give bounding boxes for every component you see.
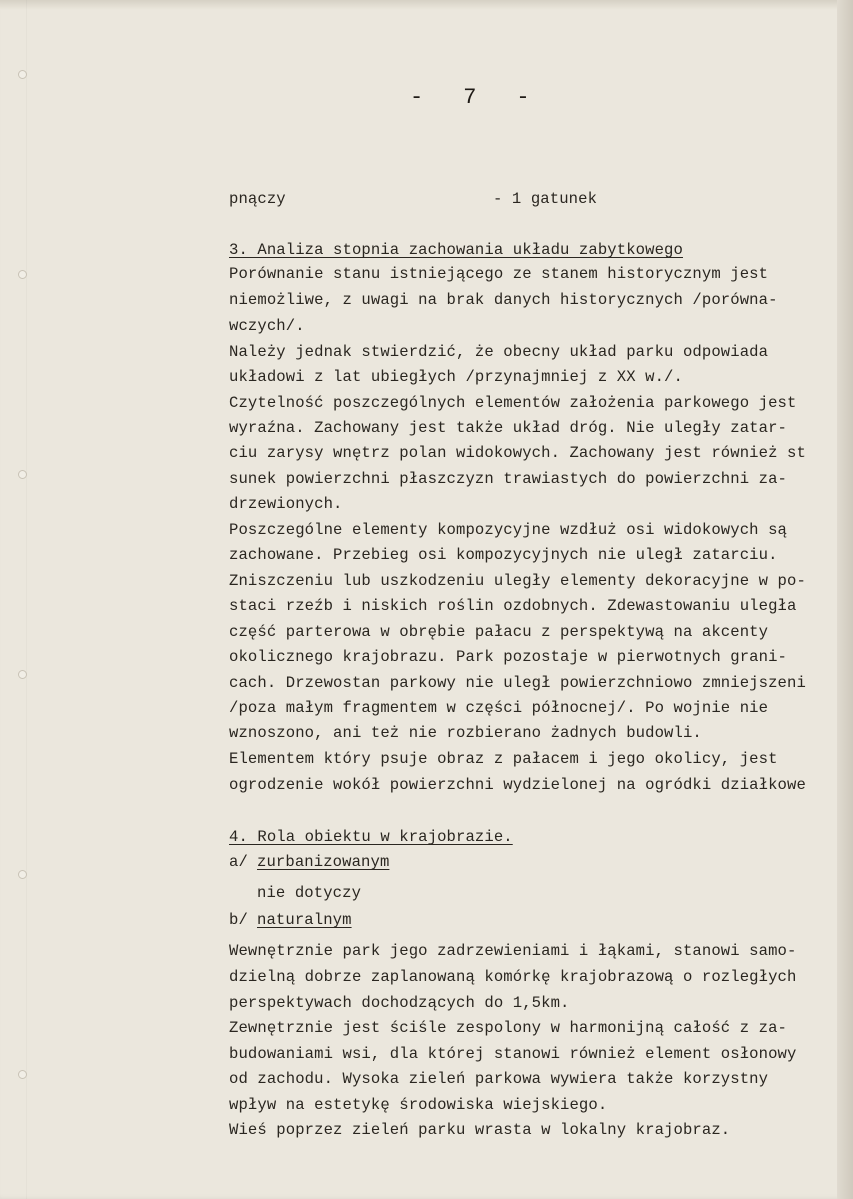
subsection-a-title: zurbanizowanym	[257, 853, 390, 871]
page-top-shadow	[0, 0, 853, 10]
section-4-heading: 4. Rola obiektu w krajobrazie.	[229, 828, 513, 846]
text-line: wyraźna. Zachowany jest także układ dróg. Nie uległy zatar-	[229, 419, 788, 437]
list-item-name: pnączy	[229, 190, 286, 208]
punch-hole	[18, 470, 27, 479]
text-line: Czytelność poszczególnych elementów założenia parkowego jest	[229, 394, 797, 412]
subsection-a-value: nie dotyczy	[257, 884, 362, 902]
text-line: Poszczególne elementy kompozycyjne wzdłuż osi widokowych są	[229, 521, 788, 539]
text-line: staci rzeźb i niskich roślin ozdobnych. Zdewastowaniu uległa	[229, 597, 797, 615]
text-line: sunek powierzchni płaszczyzn trawiastych do powierzchni za-	[229, 470, 788, 488]
text-line: Porównanie stanu istniejącego ze stanem historycznym jest	[229, 265, 769, 283]
text-line: Wieś poprzez zieleń parku wrasta w lokalny krajobraz.	[229, 1121, 731, 1139]
punch-hole	[18, 1070, 27, 1079]
text-line: wznoszono, ani też nie rozbierano żadnych budowli.	[229, 724, 702, 742]
text-line: perspektywach dochodzących do 1,5km.	[229, 994, 570, 1012]
text-line: dzielną dobrze zaplanowaną komórkę krajobrazową o rozległych	[229, 968, 797, 986]
text-line: zachowane. Przebieg osi kompozycyjnych nie uległ zatarciu.	[229, 546, 778, 564]
text-line: okolicznego krajobrazu. Park pozostaje w pierwotnych grani-	[229, 648, 788, 666]
text-line: wpływ na estetykę środowiska wiejskiego.	[229, 1096, 608, 1114]
text-line: /poza małym fragmentem w części północnej/. Po wojnie nie	[229, 699, 769, 717]
text-line: od zachodu. Wysoka zieleń parkowa wywiera także korzystny	[229, 1070, 769, 1088]
list-item-count: - 1 gatunek	[493, 190, 598, 208]
text-line: Zewnętrznie jest ściśle zespolony w harmonijną całość z za-	[229, 1019, 788, 1037]
subsection-a-label: a/	[229, 853, 248, 871]
text-line: wczych/.	[229, 317, 305, 335]
text-line: Zniszczeniu lub uszkodzeniu uległy elementy dekoracyjne w po-	[229, 572, 806, 590]
text-line: Należy jednak stwierdzić, że obecny układ parku odpowiada	[229, 343, 769, 361]
text-line: ogrodzenie wokół powierzchni wydzielonej na ogródki działkowe	[229, 776, 806, 794]
section-3-heading: 3. Analiza stopnia zachowania układu zabytkowego	[229, 241, 683, 259]
punch-hole	[18, 70, 27, 79]
text-line: drzewionych.	[229, 495, 343, 513]
subsection-b-label: b/	[229, 911, 248, 929]
text-line: cach. Drzewostan parkowy nie uległ powierzchniowo zmniejszeni	[229, 674, 806, 692]
text-line: część parterowa w obrębie pałacu z perspektywą na akcenty	[229, 623, 769, 641]
punch-hole	[18, 870, 27, 879]
text-line: budowaniami wsi, dla której stanowi również element osłonowy	[229, 1045, 797, 1063]
punch-hole	[18, 270, 27, 279]
binding-margin	[26, 0, 27, 1199]
text-line: Wewnętrznie park jego zadrzewieniami i łąkami, stanowi samo-	[229, 942, 797, 960]
text-line: układowi z lat ubiegłych /przynajmniej z XX w./.	[229, 368, 683, 386]
page-number: - 7 -	[410, 85, 530, 110]
punch-hole	[18, 670, 27, 679]
page-right-edge	[837, 0, 853, 1199]
subsection-b-title: naturalnym	[257, 911, 352, 929]
text-line: niemożliwe, z uwagi na brak danych historycznych /porówna-	[229, 291, 778, 309]
text-line: Elementem który psuje obraz z pałacem i jego okolicy, jest	[229, 750, 778, 768]
text-line: ciu zarysy wnętrz polan widokowych. Zachowany jest również st	[229, 444, 806, 462]
